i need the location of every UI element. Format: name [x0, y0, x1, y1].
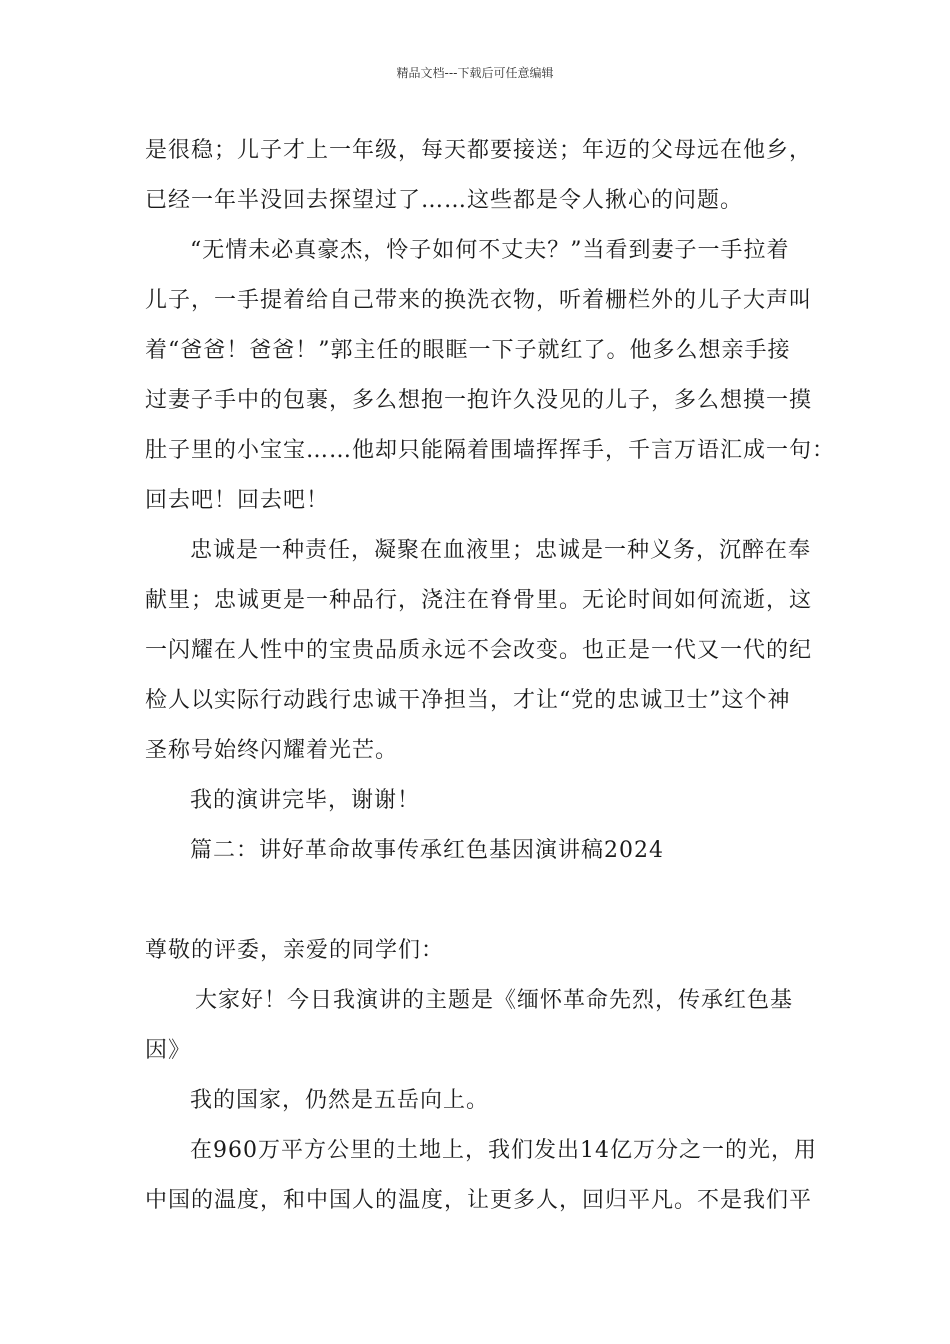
text-line: 过妻子手中的包裹，多么想抱一抱许久没见的儿子，多么想摸一摸	[145, 388, 813, 413]
text-line: 检人以实际行动践行忠诚干净担当，才让“党的忠诚卫士”这个神	[145, 688, 791, 713]
text-line: 中国的温度，和中国人的温度，让更多人，回归平凡。不是我们平	[145, 1188, 813, 1213]
text-line: 我的演讲完毕，谢谢！	[190, 788, 421, 813]
text-line: 因》	[145, 1038, 192, 1063]
text-line: 圣称号始终闪耀着光芒。	[145, 738, 399, 763]
text-line: 肚子里的小宝宝……他却只能隔着围墙挥挥手，千言万语汇成一句：	[145, 438, 836, 463]
text-line: 回去吧！回去吧！	[145, 488, 330, 513]
text-line: 尊敬的评委，亲爱的同学们：	[145, 938, 445, 963]
text-line: 在960万平方公里的土地上，我们发出14亿万分之一的光，用	[190, 1138, 817, 1163]
text-line: 献里；忠诚更是一种品行，浇注在脊骨里。无论时间如何流逝，这	[145, 588, 813, 613]
text-line: 儿子，一手提着给自己带来的换洗衣物，听着栅栏外的儿子大声叫	[145, 288, 813, 313]
page-header: 精品文档---下载后可任意编辑	[396, 66, 554, 80]
text-line: 是很稳；儿子才上一年级，每天都要接送；年迈的父母远在他乡，	[145, 138, 813, 163]
text-line: 着“爸爸！爸爸！”郭主任的眼眶一下子就红了。他多么想亲手接	[145, 338, 791, 363]
text-line: “无情未必真豪杰，怜子如何不丈夫？”当看到妻子一手拉着	[190, 238, 790, 263]
text-line: 已经一年半没回去探望过了……这些都是令人揪心的问题。	[145, 188, 744, 213]
text-line: 我的国家，仍然是五岳向上。	[190, 1088, 490, 1113]
section-heading: 篇二：讲好革命故事传承红色基因演讲稿2024	[190, 838, 664, 863]
text-line: 大家好！今日我演讲的主题是《缅怀革命先烈，传承红色基	[195, 988, 794, 1013]
text-line: 忠诚是一种责任，凝聚在血液里；忠诚是一种义务，沉醉在奉	[190, 538, 812, 563]
text-line: 一闪耀在人性中的宝贵品质永远不会改变。也正是一代又一代的纪	[145, 638, 813, 663]
